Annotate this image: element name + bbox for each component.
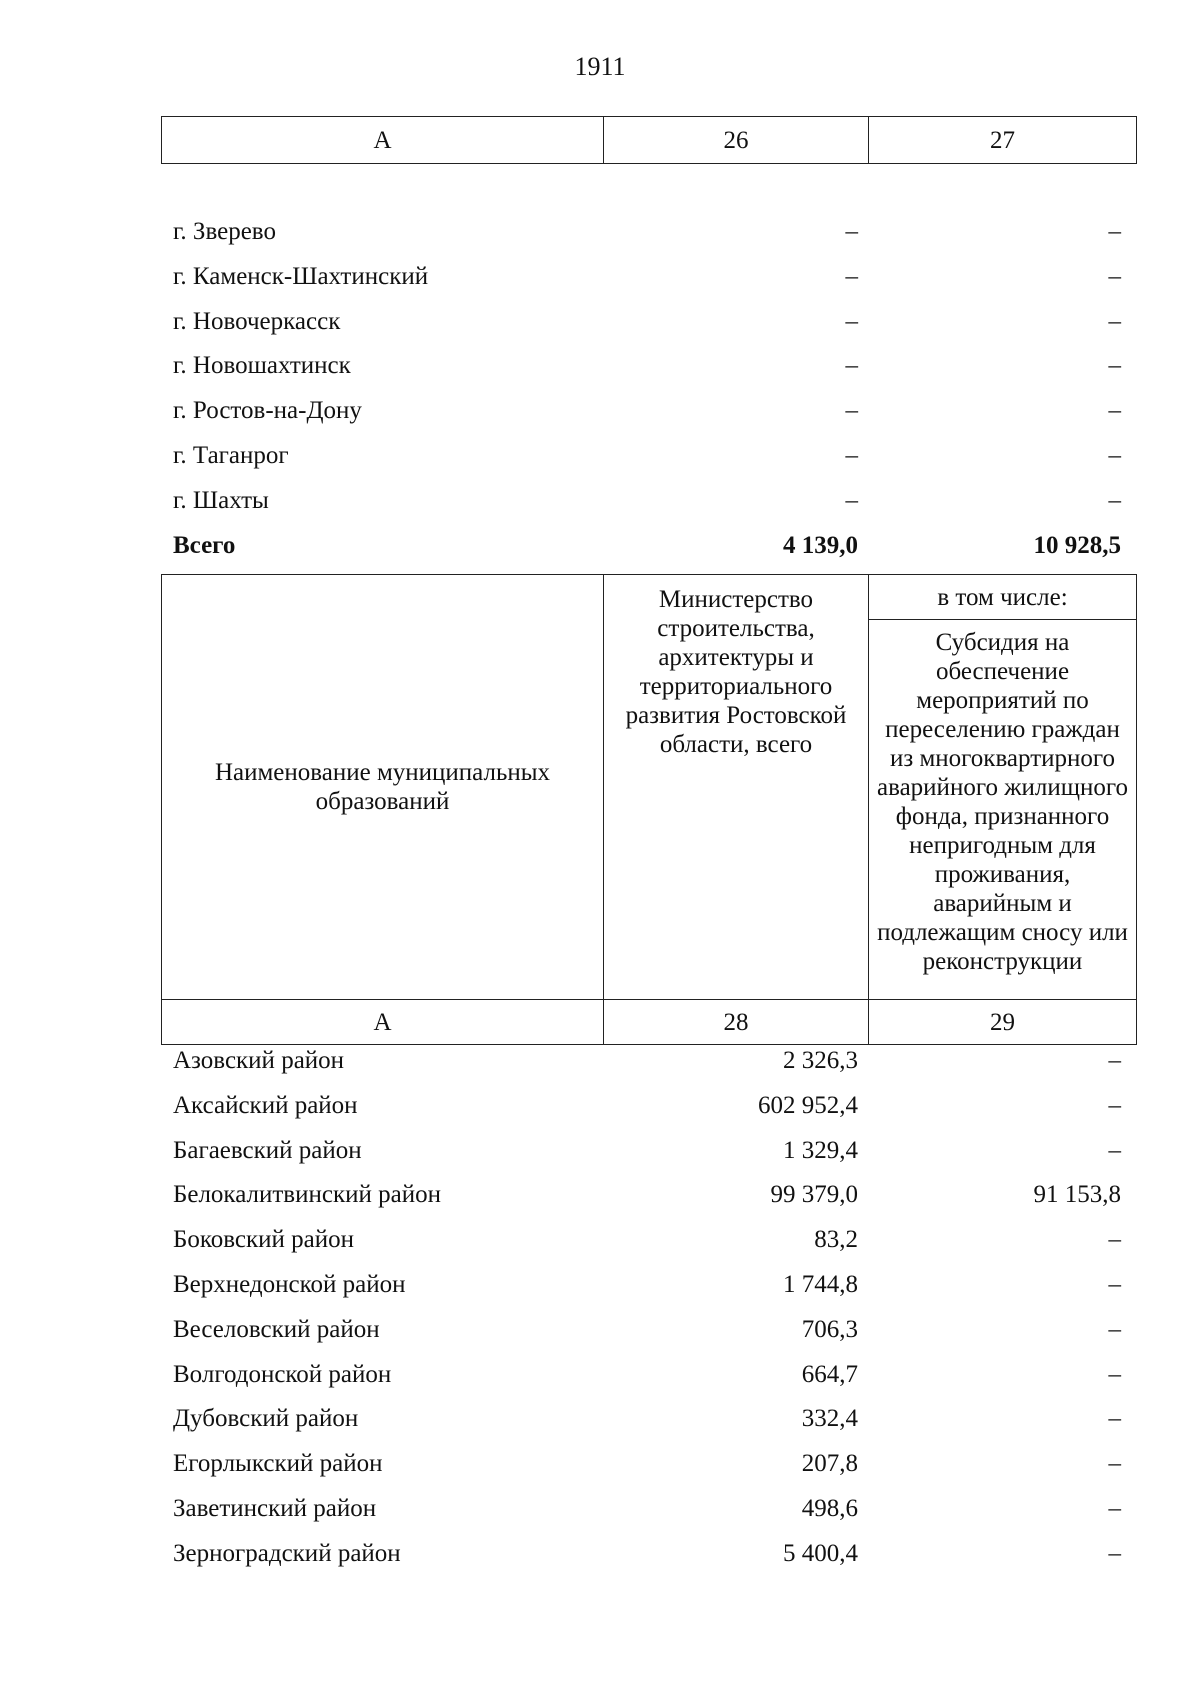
table-row — [161, 1487, 1133, 1532]
table-row — [161, 210, 1133, 255]
municipality-name: Дубовский район — [173, 1405, 359, 1433]
total-row — [161, 524, 1133, 569]
municipality-name: г. Новошахтинск — [173, 352, 351, 380]
value-total: – — [845, 486, 858, 514]
districts-data-block — [161, 1039, 1133, 1577]
value-subsidy: – — [1108, 1494, 1121, 1522]
value-total: 83,2 — [814, 1226, 858, 1254]
value-subsidy: – — [1108, 218, 1121, 245]
value-subsidy: – — [1108, 441, 1121, 469]
table-row — [161, 389, 1133, 434]
column-28-number: 28 — [604, 1000, 869, 1045]
value-total: – — [845, 352, 858, 380]
value-total: 602 952,4 — [758, 1091, 858, 1119]
municipality-name: Всего — [173, 531, 236, 559]
municipality-name: г. Ростов-на-Дону — [173, 397, 362, 425]
value-total: 5 400,4 — [783, 1539, 858, 1567]
municipality-name: Боковский район — [173, 1226, 354, 1254]
value-total: – — [845, 397, 858, 425]
municipality-name: г. Зверево — [173, 218, 276, 245]
value-subsidy: 91 153,8 — [1033, 1181, 1121, 1209]
table-row — [161, 1397, 1133, 1442]
value-subsidy: 10 928,5 — [1033, 531, 1121, 559]
table-row — [161, 344, 1133, 389]
value-subsidy: – — [1108, 397, 1121, 425]
value-total: 498,6 — [801, 1494, 858, 1522]
table-row — [161, 1129, 1133, 1174]
table-row — [161, 479, 1133, 524]
table-row — [161, 300, 1133, 345]
column-number-header-top — [161, 116, 1137, 164]
municipality-name: Егорлыкский район — [173, 1450, 383, 1478]
table-row — [161, 1353, 1133, 1398]
table-row — [161, 1263, 1133, 1308]
cities-data-block — [161, 210, 1133, 568]
value-subsidy: – — [1108, 1315, 1121, 1343]
municipality-name: г. Каменск-Шахтинский — [173, 262, 429, 290]
municipality-name: г. Новочеркасск — [173, 307, 341, 335]
ministry-column-header: Министерство строительства, архитектуры и территориального развития Ростовской области, всего — [604, 575, 869, 1000]
table-row — [161, 1308, 1133, 1353]
municipality-name: Верхнедонской район — [173, 1270, 406, 1298]
table-row — [161, 1218, 1133, 1263]
table-row — [161, 1532, 1133, 1577]
value-total: – — [845, 262, 858, 290]
table-header — [161, 574, 1137, 1045]
value-subsidy: – — [1108, 1136, 1121, 1164]
including-header: в том числе: — [869, 575, 1137, 620]
subsidy-column-header: Субсидия на обеспечение мероприятий по переселению граждан из многоквартирного аварийного жилищного фонда, признанного непригодным для проживания, аварийным и подлежащим сносу или реконструкции — [869, 620, 1137, 1000]
value-subsidy: – — [1108, 352, 1121, 380]
municipality-name: Волгодонской район — [173, 1360, 392, 1388]
value-total: – — [845, 307, 858, 335]
municipality-name: Азовский район — [173, 1047, 345, 1074]
value-total: – — [845, 441, 858, 469]
value-total: 207,8 — [801, 1450, 858, 1478]
value-subsidy: – — [1108, 307, 1121, 335]
value-subsidy: – — [1108, 1405, 1121, 1433]
column-a-number: А — [162, 117, 604, 164]
municipality-name: Заветинский район — [173, 1494, 377, 1522]
value-total: 1 744,8 — [783, 1270, 858, 1298]
page-number: 1911 — [574, 52, 626, 81]
value-subsidy: – — [1108, 1091, 1121, 1119]
municipality-column-header: Наименование муниципальных образований — [162, 575, 604, 1000]
value-total: 706,3 — [801, 1315, 858, 1343]
value-subsidy: – — [1108, 262, 1121, 290]
value-subsidy: – — [1108, 1047, 1121, 1074]
value-total: 99 379,0 — [770, 1181, 858, 1209]
column-27-number: 27 — [869, 117, 1137, 164]
value-subsidy: – — [1108, 1539, 1121, 1567]
value-total: 332,4 — [801, 1405, 858, 1433]
municipality-name: Белокалитвинский район — [173, 1181, 441, 1209]
value-subsidy: – — [1108, 1226, 1121, 1254]
value-subsidy: – — [1108, 486, 1121, 514]
value-total: 2 326,3 — [783, 1047, 858, 1074]
value-subsidy: – — [1108, 1450, 1121, 1478]
value-total: 664,7 — [801, 1360, 858, 1388]
municipality-name: г. Шахты — [173, 486, 269, 514]
table-row — [161, 255, 1133, 300]
municipality-name: Зерноградский район — [173, 1539, 401, 1567]
municipality-name: Багаевский район — [173, 1136, 362, 1164]
value-subsidy: – — [1108, 1360, 1121, 1388]
value-total: – — [845, 218, 858, 245]
value-subsidy: – — [1108, 1270, 1121, 1298]
value-total: 1 329,4 — [783, 1136, 858, 1164]
table-row — [161, 1084, 1133, 1129]
municipality-name: Веселовский район — [173, 1315, 380, 1343]
municipality-name: г. Таганрог — [173, 441, 289, 469]
column-26-number: 26 — [604, 117, 869, 164]
table-row — [161, 434, 1133, 479]
column-29-number: 29 — [869, 1000, 1137, 1045]
column-a-number: А — [162, 1000, 604, 1045]
table-row — [161, 1173, 1133, 1218]
table-row — [161, 1442, 1133, 1487]
municipality-name: Аксайский район — [173, 1091, 358, 1119]
value-total: 4 139,0 — [783, 531, 858, 559]
table-row — [161, 1039, 1133, 1084]
